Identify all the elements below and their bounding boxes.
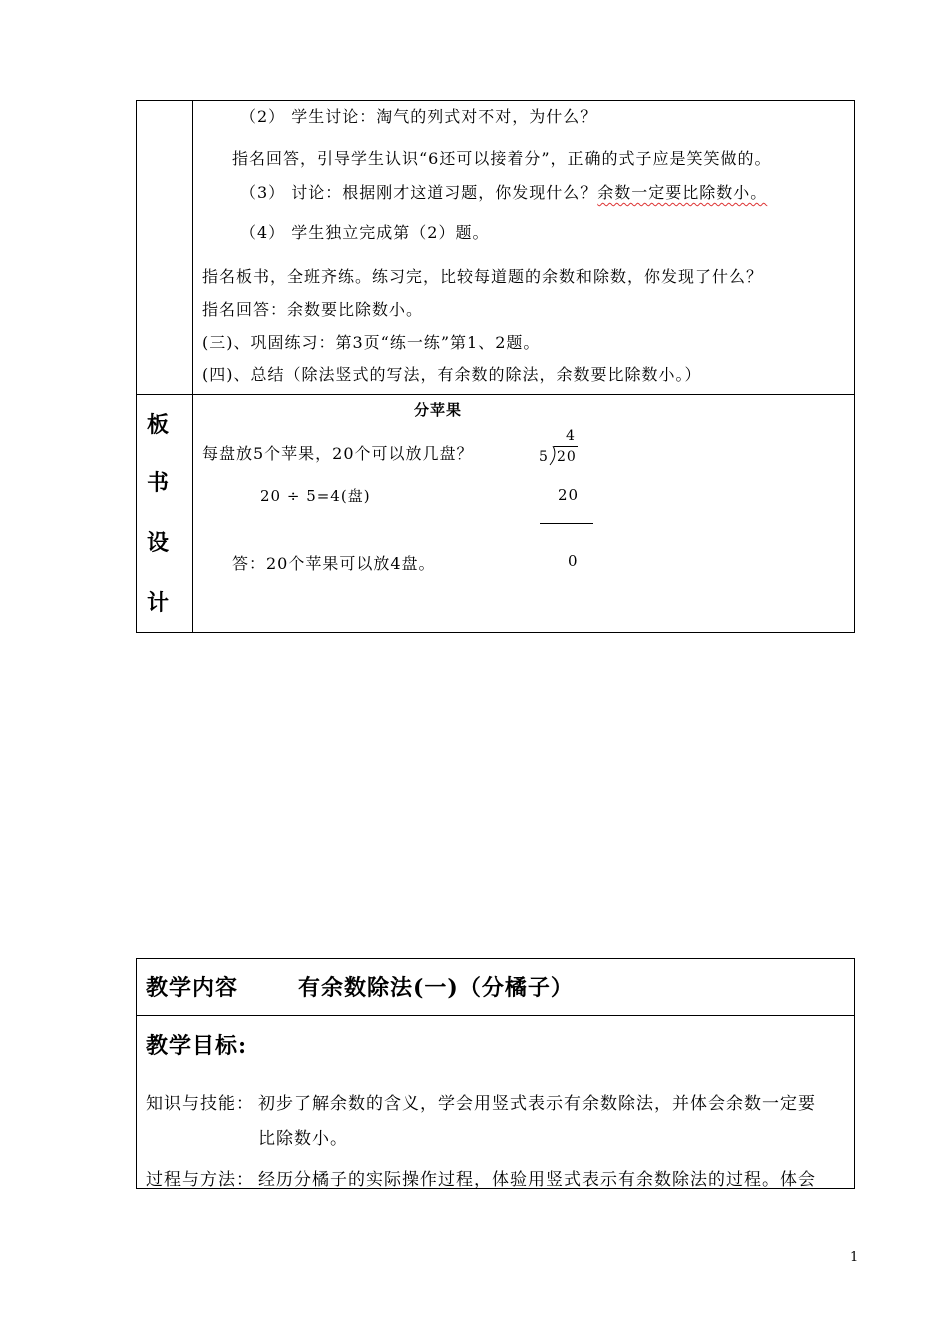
side-label-char-2: 书 bbox=[147, 470, 170, 496]
answer-summary: 指名回答：余数要比除数小。 bbox=[202, 300, 424, 319]
remainder-rule: 余数一定要比除数小。 bbox=[597, 183, 768, 202]
answer-guidance: 指名回答，引导学生认识“6还可以接着分”，正确的式子应是笑笑做的。 bbox=[232, 149, 772, 168]
board-title: 分苹果 bbox=[414, 401, 463, 419]
consolidation-practice: (三)、巩固练习：第3页“练一练”第1、2题。 bbox=[202, 333, 541, 352]
product: 20 bbox=[558, 486, 580, 504]
knowledge-line-1: 初步了解余数的含义，学会用竖式表示有余数除法，并体会余数一定要 bbox=[258, 1094, 816, 1114]
side-label-char-3: 设 bbox=[147, 530, 170, 556]
knowledge-label: 知识与技能： bbox=[146, 1094, 254, 1114]
remainder: 0 bbox=[568, 552, 579, 570]
side-label-char-1: 板 bbox=[147, 412, 170, 438]
board-equation: 20 ÷ 5=4(盘) bbox=[260, 487, 371, 505]
page-number: 1 bbox=[850, 1250, 859, 1265]
divisor: 5 bbox=[539, 449, 549, 465]
dividend: 20 bbox=[557, 449, 577, 465]
discussion-3 bbox=[240, 180, 767, 203]
quotient: 4 bbox=[566, 428, 576, 444]
discussion-question: （2） 学生讨论：淘气的列式对不对，为什么？ bbox=[240, 107, 598, 126]
content-label: 教学内容 bbox=[146, 975, 239, 1001]
division-bar bbox=[554, 446, 578, 447]
board-answer: 答：20个苹果可以放4盘。 bbox=[232, 554, 436, 573]
process-label: 过程与方法： bbox=[146, 1170, 254, 1190]
board-practice: 指名板书，全班齐练。练习完，比较每道题的余数和除数，你发现了什么？ bbox=[202, 267, 764, 286]
side-label-char-4: 计 bbox=[147, 590, 170, 616]
discussion-3-text: （3） 讨论：根据刚才这道习题，你发现什么？ bbox=[240, 183, 598, 202]
subtraction-line bbox=[540, 523, 593, 524]
content-value: 有余数除法(一)（分橘子） bbox=[298, 975, 574, 1001]
division-bracket bbox=[547, 446, 557, 466]
process-line-1: 经历分橘子的实际操作过程，体验用竖式表示有余数除法的过程。体会 bbox=[258, 1170, 816, 1190]
summary-line: (四)、总结（除法竖式的写法，有余数的除法，余数要比除数小。） bbox=[202, 365, 702, 384]
board-problem: 每盘放5个苹果，20个可以放几盘？ bbox=[202, 444, 474, 463]
knowledge-line-2: 比除数小。 bbox=[258, 1129, 348, 1149]
independent-work: （4） 学生独立完成第（2）题。 bbox=[240, 223, 490, 242]
goals-heading: 教学目标: bbox=[146, 1033, 248, 1059]
